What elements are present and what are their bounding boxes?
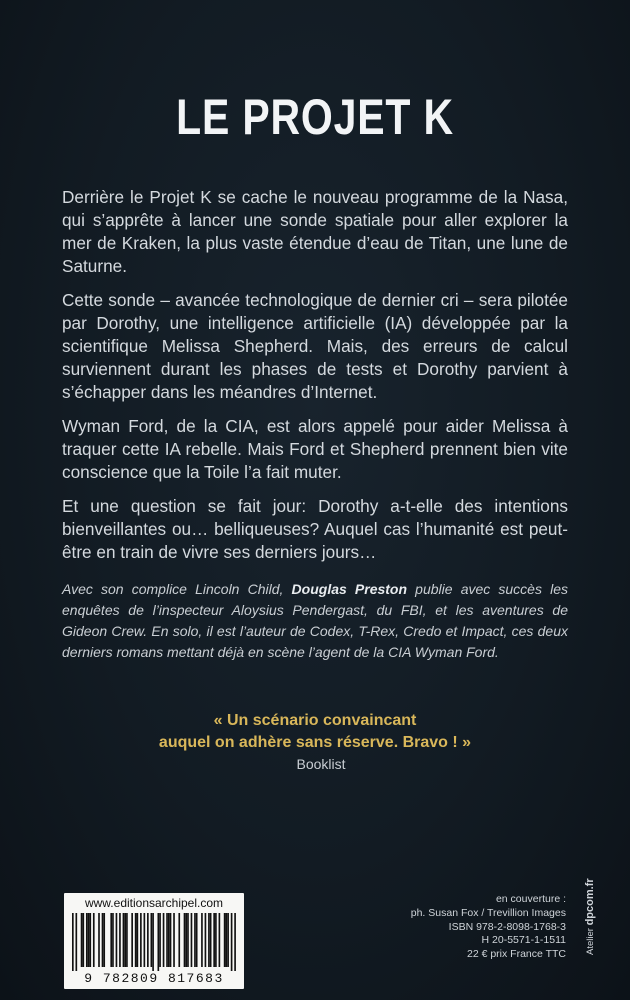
quote-line-2: auquel on adhère sans réserve. Bravo ! » bbox=[158, 734, 472, 751]
isbn: ISBN 978-2-8098-1768-3 bbox=[448, 920, 566, 933]
publisher-url: www.editionsarchipel.com bbox=[84, 896, 224, 910]
barcode-icon bbox=[72, 913, 236, 971]
synopsis-paragraph: Cette sonde – avancée technologique de dernier cri – sera pilotée par Dorothy, une intelligence artificielle (IA) développée par la scientifique Melissa Shepherd. Mais, des erreurs de calcul surviennent durant les phases de tests et Dorothy parvient à s’échapper dans les méandres d’Internet. bbox=[62, 290, 568, 402]
author-bio bbox=[62, 579, 568, 663]
atelier-credit bbox=[584, 878, 596, 955]
atelier-prefix: Atelier bbox=[585, 925, 596, 955]
synopsis bbox=[62, 186, 568, 575]
quote-line-1: « Un scénario convaincant bbox=[213, 712, 417, 729]
quote-source: Booklist bbox=[296, 756, 346, 772]
synopsis-paragraph: Wyman Ford, de la CIA, est alors appelé pour aider Melissa à traquer cette IA rebelle. Mais Ford et Shepherd prennent bien vite conscience que la Toile l’a fait muter. bbox=[62, 416, 568, 482]
credit-line: H 20-5571-1-1511 bbox=[481, 934, 566, 947]
press-quote bbox=[0, 710, 630, 754]
price: 22 € prix France TTC bbox=[466, 948, 566, 961]
credits bbox=[411, 893, 566, 962]
bio-text-before: Avec son complice Lincoln Child, bbox=[62, 581, 292, 597]
book-title: LE PROJET K bbox=[176, 89, 454, 145]
synopsis-paragraph: Et une question se fait jour: Dorothy a-t-elle des intentions bienveillantes ou… belliqueuses? Auquel cas l’humanité est peut-être en train de vivre ses derniers jours… bbox=[62, 496, 568, 562]
barcode-box bbox=[64, 893, 244, 989]
author-name: Douglas Preston bbox=[291, 581, 408, 597]
credit-line: en couverture : bbox=[495, 893, 566, 905]
bio-text-after: publie avec succès les enquêtes de l’inspecteur Aloysius Pendergast, du FBI, et les aventures de Gideon Crew. En solo, il est l’auteur de Codex, T-Rex, Credo et Impact, ces deux derniers romans mettant déjà en scène l’agent de la CIA Wyman Ford. bbox=[62, 581, 569, 660]
atelier-name: dpcom.fr bbox=[584, 878, 596, 926]
synopsis-paragraph: Derrière le Projet K se cache le nouveau programme de la Nasa, qui s’apprête à lancer une sonde spatiale pour aller explorer la mer de Kraken, la plus vaste étendue d’eau de Titan, une lune de Saturne. bbox=[62, 187, 568, 276]
barcode-digits: 9 782809 817683 bbox=[84, 971, 224, 986]
credit-line: ph. Susan Fox / Trevillion Images bbox=[410, 906, 566, 919]
